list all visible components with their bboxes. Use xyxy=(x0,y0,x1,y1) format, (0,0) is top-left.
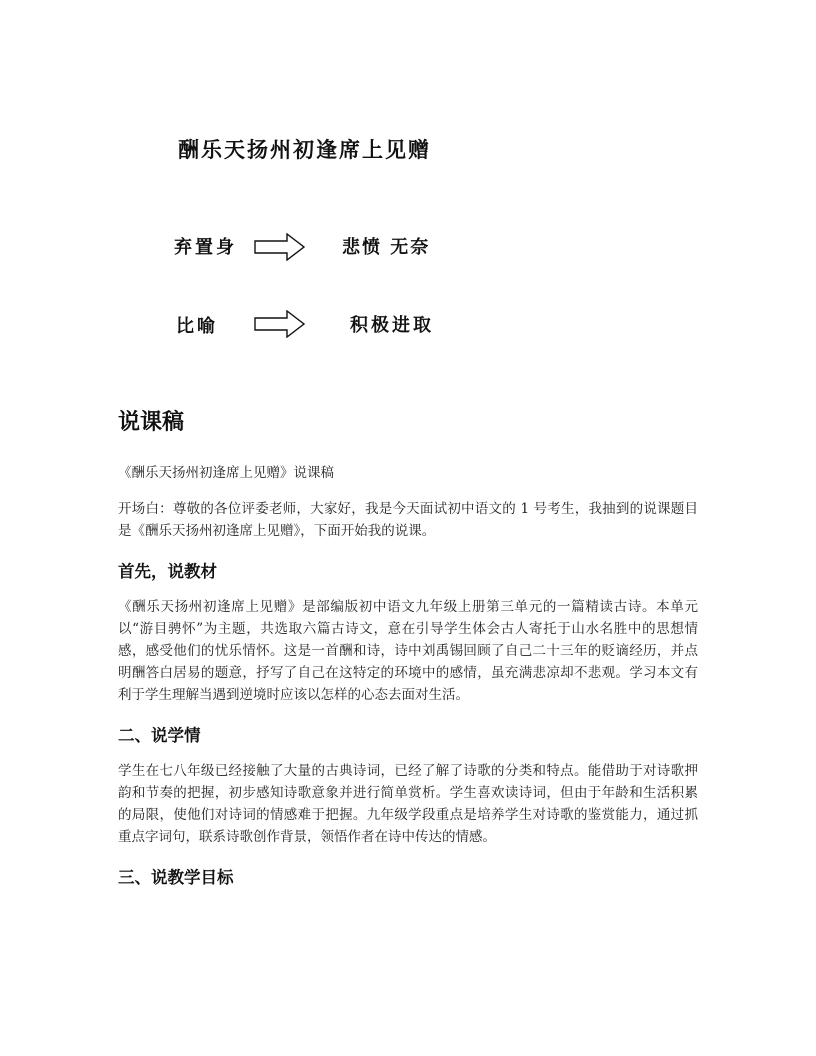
section-body-students: 学生在七八年级已经接触了大量的古典诗词，已经了解了诗歌的分类和特点。能借助于对诗歌押韵和节奏的把握，初步感知诗歌意象并进行简单赏析。学生喜欢读诗词，但由于年龄和生活积累的局限，使他们对诗词的情感难于把握。九年级学段重点是培养学生对诗歌的鉴赏能力，通过抓重点字词句，联系诗歌创作背景，领悟作者在诗中传达的情感。 xyxy=(118,763,698,845)
section-body-textbook: 《酬乐天扬州初逢席上见赠》是部编版初中语文九年级上册第三单元的一篇精读古诗。本单元以“游目骋怀”为主题，共选取六篇古诗文，意在引导学生体会古人寄托于山水名胜中的思想情感，感受他们的忧乐情怀。这是一首酬和诗，诗中刘禹锡回顾了自己二十三年的贬谪经历，并点明酬答白居易的题意，抒写了自己在这特定的环境中的感情，虽充满悲凉却不悲观。学习本文有利于学生理解当遇到逆境时应该以怎样的心态去面对生活。 xyxy=(118,599,698,703)
diagram-row2-left-label: 比喻 xyxy=(176,316,218,337)
hollow-right-arrow-icon xyxy=(254,310,306,338)
diagram-row1-left-label: 弃置身 xyxy=(174,237,237,258)
document-title: 说课稿 xyxy=(118,410,185,435)
document-subtitle: 《酬乐天扬州初逢席上见赠》说课稿 xyxy=(118,465,334,481)
section-heading-textbook: 首先，说教材 xyxy=(118,562,217,581)
section-heading-students: 二、说学情 xyxy=(118,726,201,745)
poem-title: 酬乐天扬州初逢席上见赠 xyxy=(178,137,431,162)
intro-paragraph: 开场白：尊敬的各位评委老师，大家好，我是今天面试初中语文的 1 号考生，我抽到的说课题目是《酬乐天扬州初逢席上见赠》，下面开始我的说课。 xyxy=(118,501,698,539)
poem-analysis-diagram xyxy=(0,0,816,360)
section-heading-objectives: 三、说教学目标 xyxy=(118,868,234,887)
document-body xyxy=(118,405,698,902)
diagram-row1-right-label: 悲愤 无奈 xyxy=(342,237,431,258)
diagram-row2-right-label: 积极进取 xyxy=(350,315,434,336)
hollow-right-arrow-icon xyxy=(254,233,306,261)
